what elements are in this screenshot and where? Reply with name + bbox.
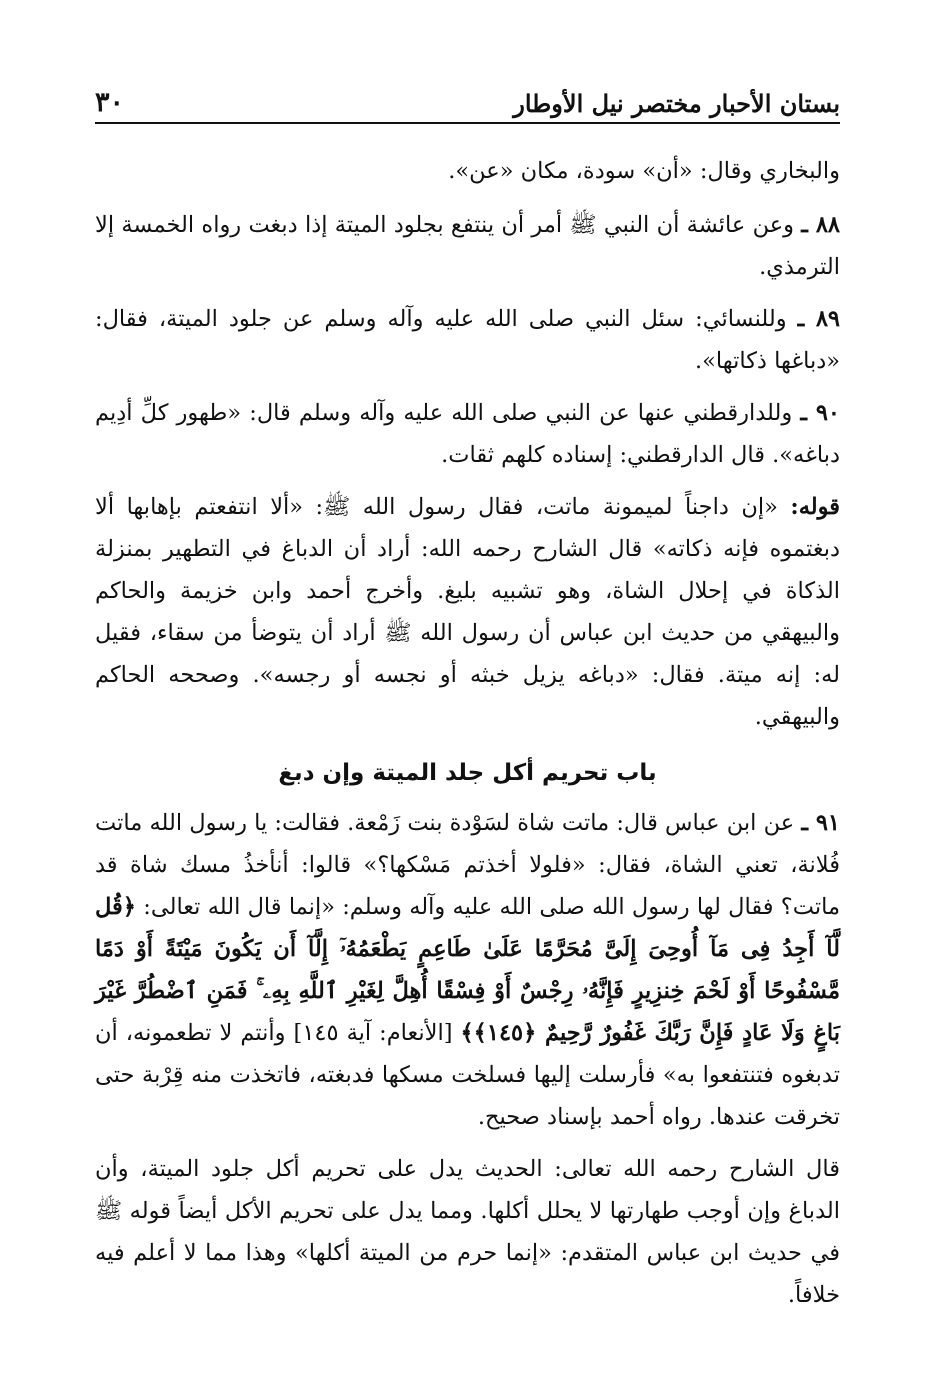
hadith-89 <box>95 298 840 382</box>
page-body <box>95 150 840 1326</box>
page-number: ٣٠ <box>95 87 125 118</box>
section-title: باب تحريم أكل جلد الميتة وإن دبغ <box>278 760 657 786</box>
paragraph-text: وللدارقطني عنها عن النبي صلى الله عليه وآله وسلم قال: «طهور كلِّ أدِيم دباغه». قال الدارقطني: إسناده كلهم ثقات. <box>95 400 840 468</box>
paragraph-continuation <box>95 150 840 192</box>
paragraph-text: وللنسائي: سئل النبي صلى الله عليه وآله وسلم عن جلود الميتة، فقال: «دباغها ذكاتها». <box>95 306 840 374</box>
hadith-number: ٨٨ ـ <box>801 212 840 238</box>
paragraph-text: وعن عائشة أن النبي ﷺ أمر أن ينتفع بجلود الميتة إذا دبغت رواه الخمسة إلا الترمذي. <box>95 212 840 280</box>
hadith-number: ٨٩ ـ <box>797 306 840 332</box>
commentary-label: قوله: <box>790 494 840 520</box>
quran-verse: ﴿قُل لَّآ أَجِدُ فِى مَآ أُوحِىَ إِلَىَّ مُحَرَّمًا عَلَىٰ طَاعِمٍ يَطْعَمُهُۥٓ إِلَّآ أَن يَكُونَ مَيْتَةً أَوْ دَمًا مَّسْفُوحًا أَوْ لَحْمَ خِنزِيرٍ فَإِنَّهُۥ رِجْسٌ أَوْ فِسْقًا أُهِلَّ لِغَيْرِ ٱللَّهِ بِهِۦ ۚ فَمَنِ ٱضْطُرَّ غَيْرَ بَاغٍ وَلَا عَادٍ فَإِنَّ رَبَّكَ غَفُورٌ رَّحِيمٌ ﴿١٤٥﴾﴾ <box>95 894 840 1046</box>
hadith-text: عن ابن عباس قال: ماتت شاة لسَوْدة بنت زَمْعة. فقالت: يا رسول الله ماتت فُلانة، تعني الشاة، فقال: «فلولا أخذتم مَسْكها؟» قالوا: أنأخذُ مسك شاة قد ماتت؟ فقال لها رسول الله صلى الله عليه وآله وسلم: «إنما قال الله تعالى: <box>95 810 840 920</box>
page-header <box>95 78 840 124</box>
hadith-90 <box>95 392 840 476</box>
hadith-91 <box>95 802 840 1138</box>
book-title: بستان الأحبار مختصر نيل الأوطار <box>513 89 840 118</box>
hadith-88 <box>95 204 840 288</box>
hadith-number: ٩٠ ـ <box>800 400 840 426</box>
final-paragraph <box>95 1148 840 1316</box>
paragraph-text: قال الشارح رحمه الله تعالى: الحديث يدل على تحريم أكل جلود الميتة، وأن الدباغ وإن أوجب طهارتها لا يحلل أكلها. ومما يدل على تحريم الأكل أيضاً قوله ﷺ في حديث ابن عباس المتقدم: «إنما حرم من الميتة أكلها» وهذا مما لا أعلم فيه خلافاً. <box>95 1156 840 1308</box>
paragraph-text: «إن داجناً لميمونة ماتت، فقال رسول الله ﷺ: «ألا انتفعتم بإهابها ألا دبغتموه فإنه ذكاته» قال الشارح رحمه الله: أراد أن الدباغ في التطهير بمنزلة الذكاة في إحلال الشاة، وهو تشبيه بليغ. وأخرج أحمد وابن خزيمة والحاكم والبيهقي من حديث ابن عباس أن رسول الله ﷺ أراد أن يتوضأ من سقاء، فقيل له: إنه ميتة. فقال: «دباغه يزيل خبثه أو نجسه أو رجسه». وصححه الحاكم والبيهقي. <box>95 494 840 730</box>
hadith-number: ٩١ ـ <box>801 810 840 836</box>
commentary-paragraph <box>95 486 840 738</box>
hadith-text-continued: [الأنعام: آية ١٤٥] وأنتم لا تطعمونه، أن تدبغوه فتنتفعوا به» فأرسلت إليها فسلخت مسكها فدبغته، فاتخذت منه قِرْبة حتى تخرقت عندها. رواه أحمد بإسناد صحيح. <box>95 1020 840 1130</box>
paragraph-text: والبخاري وقال: «أن» سودة، مكان «عن». <box>448 158 840 184</box>
